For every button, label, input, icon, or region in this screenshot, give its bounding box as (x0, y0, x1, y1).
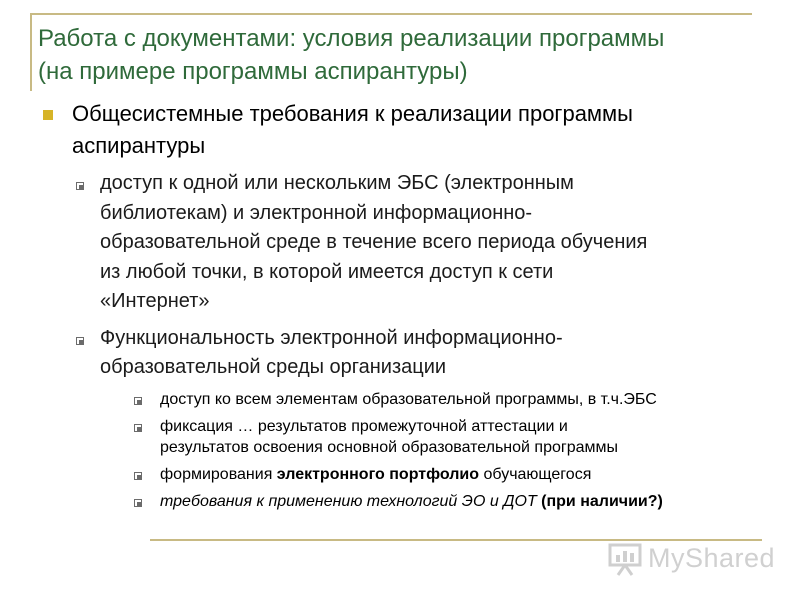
sub-bullet-access-line-1: доступ к одной или нескольким ЭБС (электронным (100, 172, 574, 194)
checkbox-bullet-icon (134, 472, 142, 480)
title-frame-left-line (30, 13, 32, 91)
detail-bullet-access-elements (40, 389, 792, 410)
detail-bullet-portfolio-text (160, 464, 792, 485)
detail-bullet-technologies-text (160, 491, 792, 512)
checkbox-bullet-icon (134, 499, 142, 507)
main-point-line-1: Общесистемные требования к реализации программы (72, 101, 633, 126)
checkbox-bullet-icon (76, 182, 84, 190)
watermark-text: MyShared (648, 543, 776, 573)
portfolio-prefix: формирования (160, 465, 277, 483)
detail-bullet-fixation-line-2: результатов освоения основной образовательной программы (160, 438, 619, 456)
slide-body (40, 98, 792, 512)
main-bullet-point (40, 98, 792, 162)
myshared-watermark (608, 540, 778, 580)
checkbox-bullet-icon (76, 337, 84, 345)
slide-title-line-1: Работа с документами: условия реализации программы (38, 25, 665, 52)
portfolio-suffix: обучающегося (479, 465, 592, 483)
sub-bullet-access (40, 169, 792, 317)
sub-bullet-functionality-line-2: образовательной среды организации (100, 356, 447, 378)
sub-bullet-access-line-5: «Интернет» (100, 290, 210, 312)
slide-title-line-2: (на примере программы аспирантуры) (38, 58, 468, 85)
sub-bullet-access-line-4: из любой точки, в которой имеется доступ к сети (100, 260, 554, 283)
main-point-line-2: аспирантуры (72, 133, 206, 158)
checkbox-bullet-icon (134, 424, 142, 432)
checkbox-bullet-icon (134, 397, 142, 405)
technologies-bold: (при наличии?) (536, 492, 663, 510)
detail-bullet-fixation (40, 416, 792, 458)
technologies-italic: требования к применению технологий ЭО и ДОТ (160, 492, 537, 510)
detail-bullet-fixation-line-1: фиксация … результатов промежуточной аттестации и (160, 417, 568, 435)
sub-bullet-access-line-2: библиотекам) и электронной информационно- (100, 201, 533, 224)
presentation-board-icon (608, 541, 644, 577)
sub-bullet-functionality-line-1: Функциональность электронной информационно- (100, 326, 563, 349)
portfolio-bold: электронного портфолио (276, 465, 480, 483)
detail-bullet-technologies (40, 491, 792, 512)
sub-bullet-access-line-3: образовательной среде в течение всего периода обучения (100, 231, 648, 253)
slide-title (38, 22, 758, 88)
square-bullet-icon (43, 110, 53, 120)
detail-bullet-portfolio (40, 464, 792, 485)
title-frame-top-line (30, 13, 752, 15)
sub-bullet-functionality (40, 324, 792, 383)
detail-bullet-access-elements-text: доступ ко всем элементам образовательной программы, в т.ч.ЭБС (160, 390, 657, 408)
